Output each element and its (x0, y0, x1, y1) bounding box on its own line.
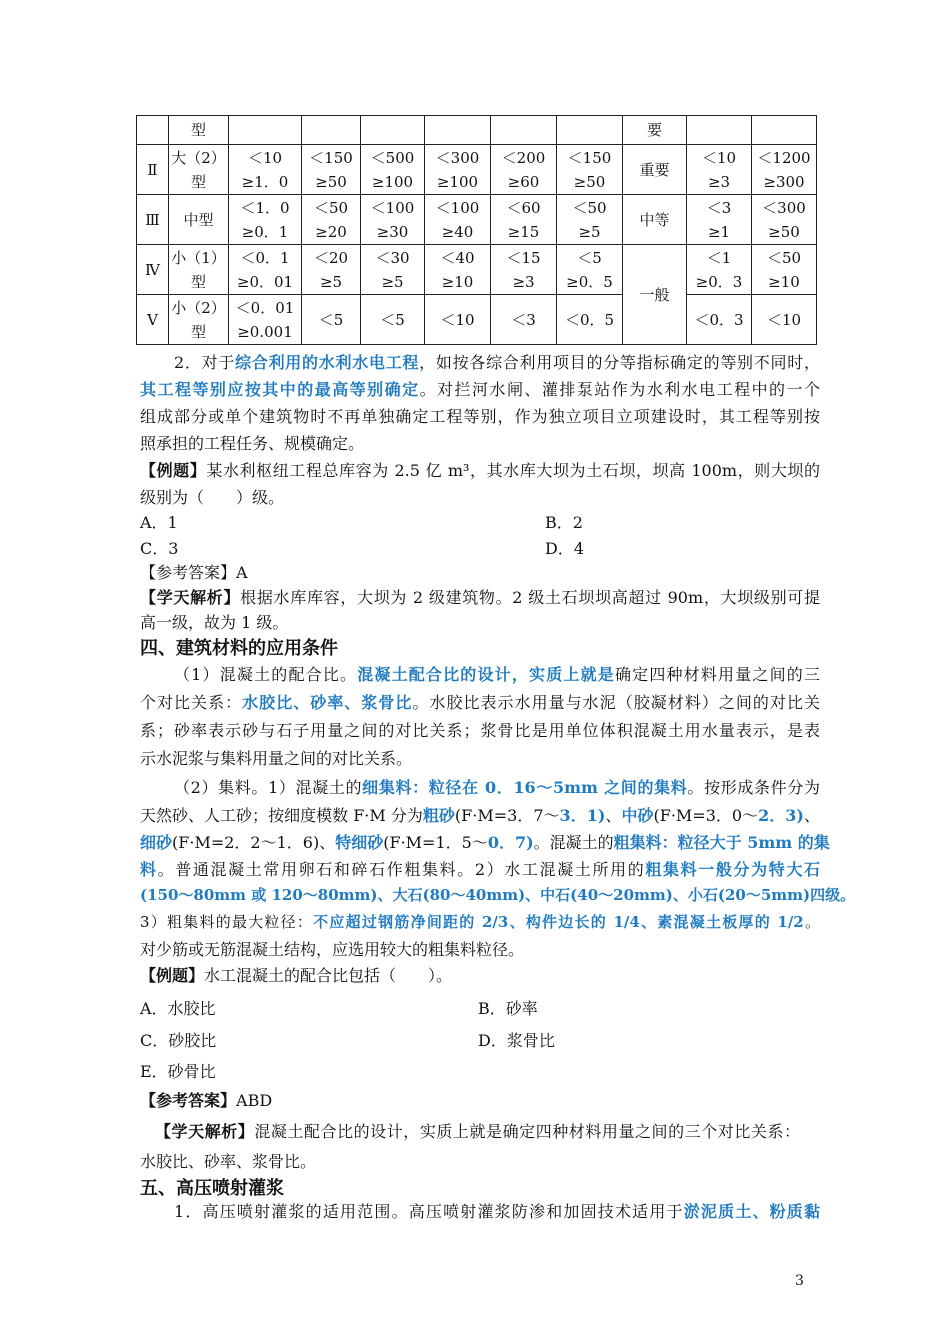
example-question: 【例题】水工混凝土的配合比包括（ ）。 (140, 966, 453, 985)
section-heading: 四、建筑材料的应用条件 (140, 638, 338, 659)
importance-cell: 中等 (623, 195, 687, 245)
option-b: B．2 (545, 513, 583, 532)
paragraph-line: 照承担的工程任务、规模确定。 (140, 434, 365, 453)
page-number: 3 (795, 1273, 804, 1289)
answer-line: 【参考答案】A (140, 563, 248, 582)
option-b: B．砂率 (478, 999, 538, 1018)
importance-cell: 重要 (623, 145, 687, 195)
grade-cell: Ⅱ (137, 145, 169, 195)
option-a: A．1 (140, 513, 178, 532)
grade-cell: Ⅴ (137, 295, 169, 345)
paragraph-line: 示水泥浆与集料用量之间的对比关系。 (140, 749, 413, 768)
example-question: 【例题】某水利枢纽工程总库容为 2.5 亿 m³，其水库大坝为土石坝，坝高 100m，则大坝的 (140, 461, 820, 480)
paragraph-line: 细砂(F·M=2．2～1．6)、特细砂(F·M=1．5～0．7)。混凝土的粗集料：粒径大于 5mm 的集 (140, 833, 830, 852)
table-row: Ⅳ 小（1） 型 ＜0．1 ≥0．01 ＜20 ≥5 ＜30 ≥5 ＜40 ≥10 ＜15 ≥3 ＜5 ≥0．5 一般 ＜1 ≥0．3 ＜50 ≥10 (137, 245, 817, 295)
project-grade-table (136, 115, 817, 345)
section-heading: 五、高压喷射灌浆 (140, 1178, 284, 1199)
option-c: C．砂胶比 (140, 1031, 217, 1050)
paragraph-line: 3）粗集料的最大粒径：不应超过钢筋净间距的 2/3、构件边长的 1/4、素混凝土板厚的 1/2。 (140, 913, 820, 931)
example-question: 级别为（ ）级。 (140, 488, 285, 507)
grade-cell: Ⅳ (137, 245, 169, 295)
grade-cell: Ⅲ (137, 195, 169, 245)
paragraph-line: 其工程等别应按其中的最高等别确定。对拦河水闸、灌排泵站作为水利水电工程中的一个 (140, 380, 820, 399)
option-d: D．4 (545, 539, 585, 558)
explanation-line: 高一级，故为 1 级。 (140, 613, 289, 632)
table-row (137, 116, 817, 145)
table-row: Ⅴ 小（2） 型 ＜0．01 ≥0.001 ＜5 ＜5 ＜10 ＜3 ＜0．5 ＜0．3 ＜10 (137, 295, 817, 345)
table-row: Ⅱ 大（2） 型 ＜10 ≥1．0 ＜150 ≥50 ＜500 ≥100 ＜300 ≥100 ＜200 ≥60 ＜150 ≥50 重要 ＜10 ≥3 ＜1200 ≥300 (137, 145, 817, 195)
paragraph-line: 天然砂、人工砂；按细度模数 F·M 分为粗砂(F·M=3．7～3．1)、中砂(F·M=3．0～2．3)、 (140, 806, 820, 825)
explanation-line: 【学天解析】根据水库库容，大坝为 2 级建筑物。2 级土石坝坝高超过 90m，大坝级别可提 (140, 588, 820, 607)
table-cell: 型 (169, 116, 229, 145)
paragraph-line: 组成部分或单个建筑物时不再单独确定工程等别，作为独立项目立项建设时，其工程等别按 (140, 407, 820, 426)
paragraph-line: （1）混凝土的配合比。混凝土配合比的设计，实质上就是确定四种材料用量之间的三 (174, 665, 820, 684)
explanation-line: 水胶比、砂率、浆骨比。 (140, 1152, 317, 1171)
paragraph-line: 1．高压喷射灌浆的适用范围。高压喷射灌浆防渗和加固技术适用于淤泥质土、粉质黏 (174, 1202, 820, 1221)
answer-line: 【参考答案】ABD (140, 1091, 273, 1110)
table-row: Ⅲ 中型 ＜1．0 ≥0．1 ＜50 ≥20 ＜100 ≥30 ＜100 ≥40 ＜60 ≥15 ＜50 ≥5 中等 ＜3 ≥1 ＜300 ≥50 (137, 195, 817, 245)
paragraph-line: 个对比关系：水胶比、砂率、浆骨比。水胶比表示水用量与水泥（胶凝材料）之间的对比关 (140, 693, 820, 712)
option-d: D．浆骨比 (478, 1031, 555, 1050)
option-e: E．砂骨比 (140, 1062, 216, 1081)
explanation-line: 【学天解析】混凝土配合比的设计，实质上就是确定四种材料用量之间的三个对比关系： (155, 1122, 800, 1141)
paragraph-line: （2）集料。1）混凝土的细集料：粒径在 0．16～5mm 之间的集料。按形成条件分为 (174, 778, 820, 797)
paragraph-line: 系；砂率表示砂与石子用量之间的对比关系；浆骨比是用单位体积混凝土用水量表示，是表 (140, 721, 820, 740)
importance-cell: 一般 (623, 245, 687, 345)
option-a: A．水胶比 (140, 999, 216, 1018)
paragraph-line: 料。普通混凝土常用卵石和碎石作粗集料。2）水工混凝土所用的粗集料一般分为特大石 (140, 860, 820, 879)
paragraph-line: 2．对于综合利用的水利水电工程，如按各综合利用项目的分等指标确定的等别不同时， (174, 353, 820, 372)
paragraph-line: (150～80mm 或 120～80mm)、大石(80～40mm)、中石(40～20mm)、小石(20～5mm)四级。 (140, 886, 856, 904)
table-cell: 要 (623, 116, 687, 145)
paragraph-line: 对少筋或无筋混凝土结构，应选用较大的粗集料粒径。 (140, 940, 525, 959)
option-c: C．3 (140, 539, 179, 558)
